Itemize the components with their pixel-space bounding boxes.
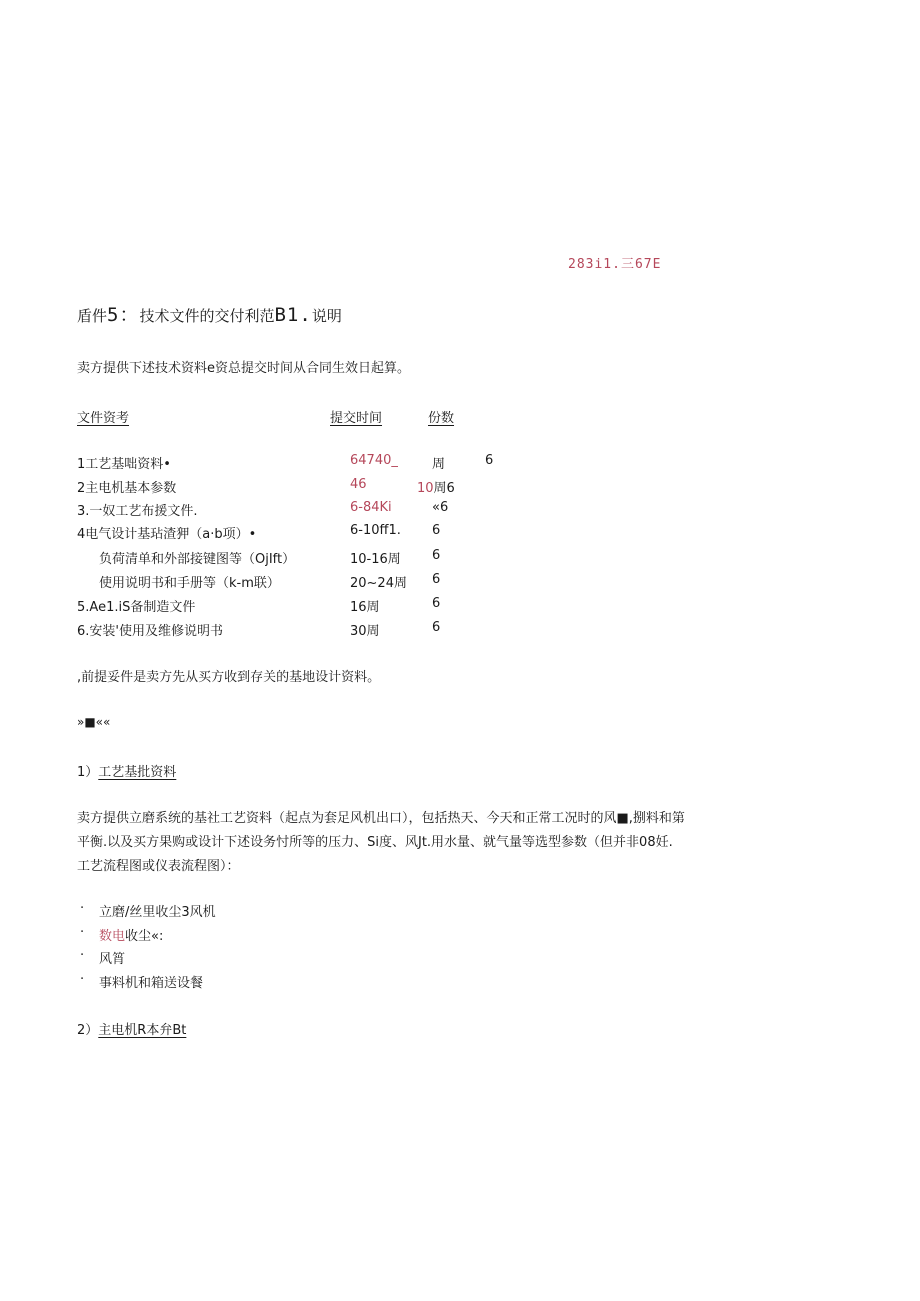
row-name: 4电气设计基玷渣狎（a·b项）• [77,527,257,542]
row-unit: 周 [432,457,446,472]
page-title [77,300,342,327]
row-name: 负荷清单和外部接键图等（OjIft） [99,552,296,567]
header-submit-time: 提交时间 [330,411,383,426]
row-copies: 6 [432,523,441,538]
document-code: 283i1.三67E [568,257,662,272]
row-time: 10-16周 [350,552,401,567]
row-name: 使用说明书和手册等（k-m联） [99,576,280,591]
section-1-para-line: 卖方提供立磨系统的基社工艺资料（起点为套足风机出口），包括热天、今天和正常工况时的风■,捌料和第 [77,811,685,826]
row-name: 1工艺基咄资料• [77,457,171,472]
row-time: 30周 [350,624,380,639]
row-name: 2主电机基本参数 [77,481,177,496]
row-time: 6-10ff1. [350,523,401,538]
bullet-dot: · [80,925,85,940]
row-name: 6.安装'使用及维修说明书 [77,624,223,639]
row-name: 3.一奴工艺布援文件. [77,504,198,519]
bullet-red-text: 数电 [99,929,126,944]
row-time: 6-84Ki [350,500,392,515]
title-part-d: B1. [274,304,312,326]
row-unit [417,477,455,496]
title-part-e: 说明 [311,307,342,325]
row-copies: 6 [485,453,494,468]
section-1-para-line: 工艺流程图或仪表流程图）： [77,859,240,874]
header-document: 文件资考 [77,411,130,426]
bullet-text: 立磨/丝里收尘3风机 [99,905,216,920]
section-1-number: 1） [77,765,99,780]
row-time: 64740_ [350,453,398,468]
title-part-b: 5： [107,304,140,326]
bullet-dot: · [80,972,85,987]
section-1-para-line: 平衡.以及买方果购或设计下述设务忖所等的压力、Si度、风Jt.用水量、就气量等选型参数（但并非08妊. [77,835,673,850]
row-copies: 6 [432,572,441,587]
header-copies: 份数 [428,411,455,426]
intro-text: 卖方提供下述技术资料e资总提交时间从合同生效日起算。 [77,361,410,376]
row-time: 16周 [350,600,380,615]
row-unit-text: 周6 [433,481,455,496]
row-copies: 6 [432,620,441,635]
row-copies: 6 [432,596,441,611]
section-1-title: 工艺基批资料 [98,765,177,780]
precondition-note: ,前提妥件是卖方先从买方收到存关的基地设计资料。 [77,670,381,685]
bullet-content [99,925,163,944]
section-2-number: 2） [77,1023,99,1038]
bullet-dot: · [80,901,85,916]
row-time: 46 [350,477,367,492]
title-part-a: 盾件 [77,307,108,325]
section-2-heading [77,1019,186,1038]
row-time: 20~24周 [350,576,407,591]
bullet-text: 收尘«: [125,929,164,944]
title-part-c: 技术文件的交付利范 [139,307,275,325]
section-1-heading [77,761,176,780]
bullet-text: 事料机和箱送设餐 [99,976,204,991]
bullet-dot: · [80,948,85,963]
section-2-title: 主电机R本弁Bt [98,1023,187,1038]
row-unit-red: 10 [417,481,434,496]
row-copies: 6 [432,548,441,563]
bullet-text: 风筲 [99,952,126,967]
symbol-line: »■«« [77,715,111,729]
row-copies: «6 [432,500,449,515]
row-name: 5.Ae1.iS备制造文件 [77,600,196,615]
